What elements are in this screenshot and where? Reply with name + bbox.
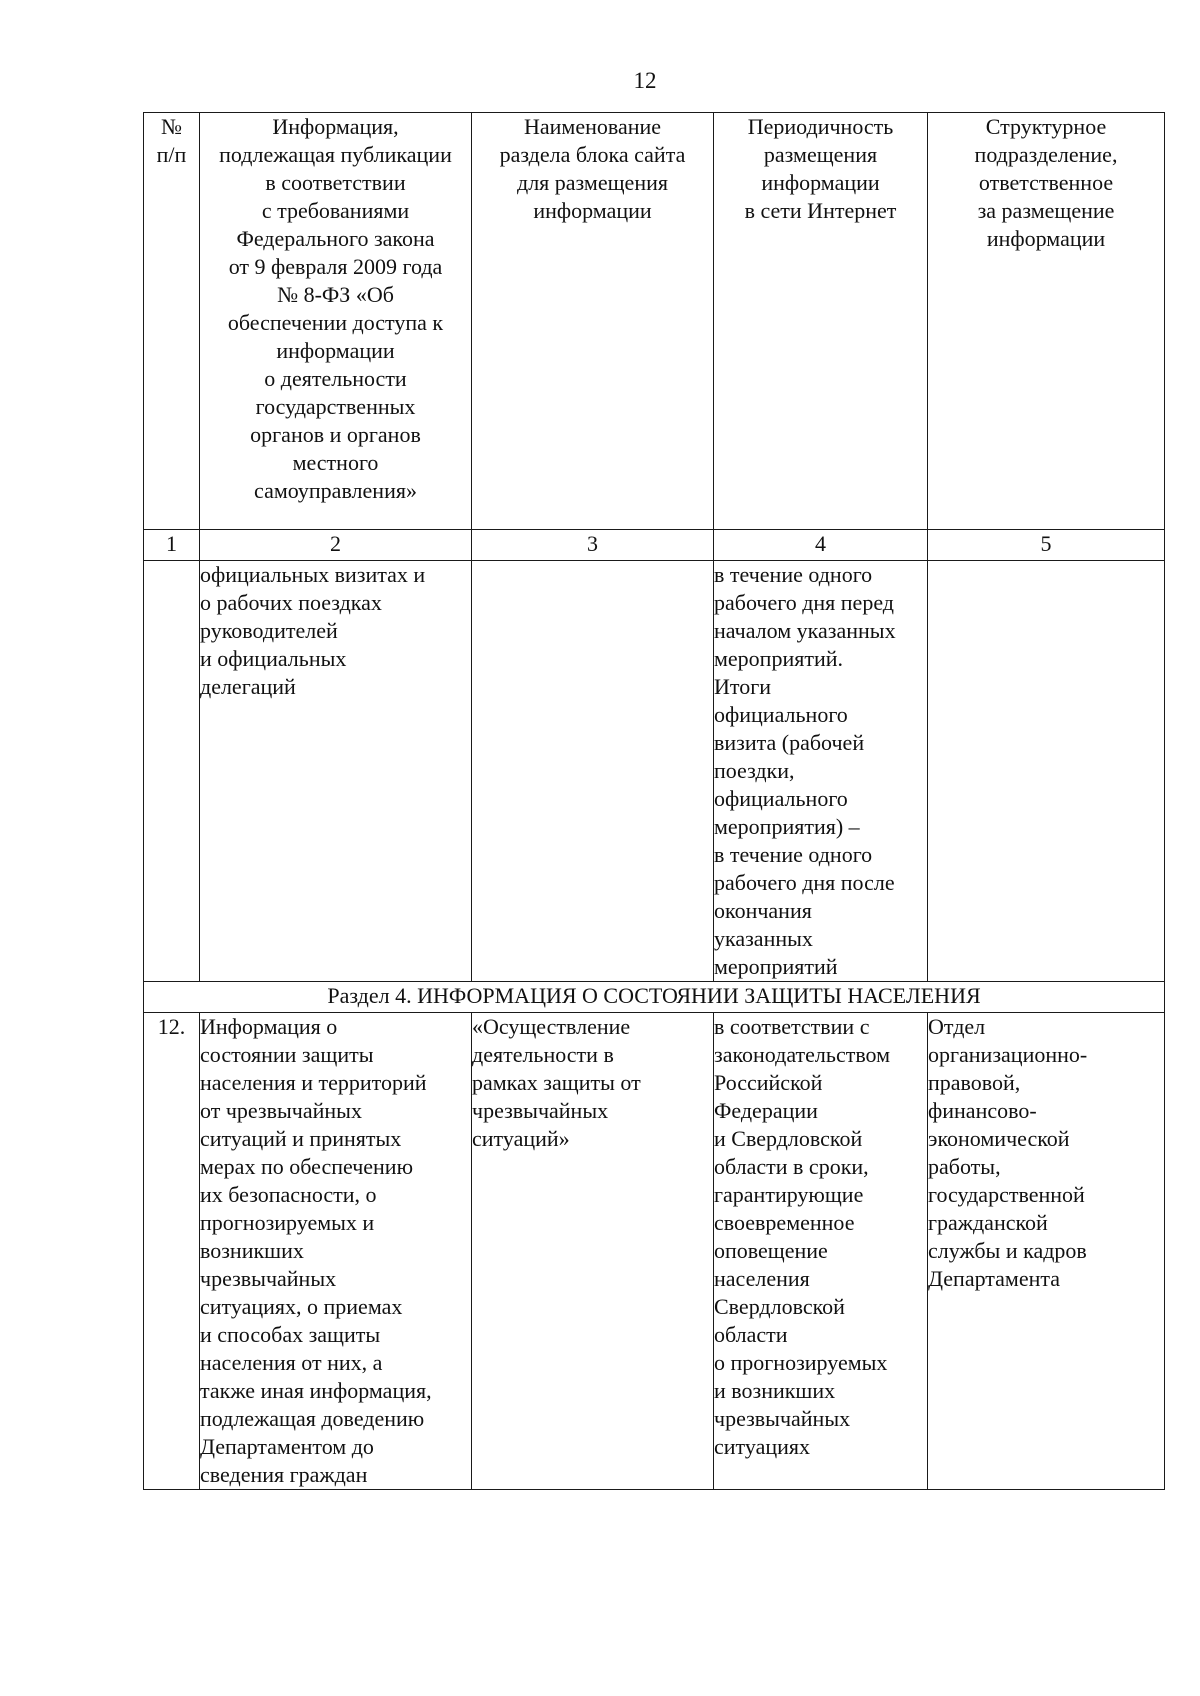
cell-text-line: началом указанных: [714, 618, 896, 643]
header-col-number: [144, 113, 200, 530]
cell-text-line: ситуациях: [714, 1434, 811, 1459]
cell-text-line: и Свердловской: [714, 1126, 863, 1151]
cell-text-line: руководителей: [200, 618, 338, 643]
cell-text-line: населения и территорий: [200, 1070, 427, 1095]
cell-text-line: и официальных: [200, 646, 347, 671]
cell-text-line: ситуаций»: [472, 1126, 570, 1151]
page-number: 12: [633, 68, 657, 93]
column-number: 5: [928, 530, 1165, 561]
cell-site-section: [472, 561, 714, 982]
cell-text-line: рамках защиты от: [472, 1070, 641, 1095]
cell-text-line: мерах по обеспечению: [200, 1154, 414, 1179]
cell-text-line: местного: [292, 450, 379, 475]
cell-text-line: делегаций: [200, 674, 296, 699]
column-number: 1: [144, 530, 200, 561]
cell-number: [144, 561, 200, 982]
cell-text-line: о рабочих поездках: [200, 590, 382, 615]
cell-text-line: органов и органов: [250, 422, 421, 447]
cell-text-line: оповещение: [714, 1238, 828, 1263]
cell-text-line: официальных визитах и: [200, 562, 426, 587]
cell-text-line: службы и кадров: [928, 1238, 1087, 1263]
cell-text-line: чрезвычайных: [472, 1098, 609, 1123]
cell-text-line: указанных: [714, 926, 813, 951]
cell-text-line: от 9 февраля 2009 года: [228, 254, 443, 279]
header-col-responsible-unit: [928, 113, 1165, 530]
cell-text-line: Информация,: [272, 114, 399, 139]
column-numbers-row: [144, 530, 1165, 561]
cell-text-line: правовой,: [928, 1070, 1021, 1095]
cell-text-line: с требованиями: [261, 198, 410, 223]
cell-text-line: государственной: [928, 1182, 1085, 1207]
cell-information: [200, 561, 472, 982]
cell-responsible-unit: [928, 561, 1165, 982]
header-col-information: [200, 113, 472, 530]
section-title: Раздел 4. ИНФОРМАЦИЯ О СОСТОЯНИИ ЗАЩИТЫ НАСЕЛЕНИЯ: [144, 982, 1165, 1013]
cell-text-line: №: [161, 114, 182, 139]
cell-text-line: обеспечении доступа к: [227, 310, 444, 335]
cell-text-line: работы,: [928, 1154, 1001, 1179]
cell-text-line: Федерации: [714, 1098, 818, 1123]
cell-text-line: подлежащая доведению: [200, 1406, 425, 1431]
cell-text-line: мероприятий.: [714, 646, 844, 671]
cell-text-line: подлежащая публикации: [219, 142, 452, 167]
column-number: 3: [472, 530, 714, 561]
cell-text-line: государственных: [255, 394, 416, 419]
cell-text-line: организационно-: [928, 1042, 1088, 1067]
cell-text-line: гражданской: [928, 1210, 1048, 1235]
cell-text-line: окончания: [714, 898, 812, 923]
column-number: 2: [200, 530, 472, 561]
cell-text-line: № 8-ФЗ «Об: [277, 282, 394, 307]
cell-text-line: чрезвычайных: [714, 1406, 851, 1431]
cell-text-line: прогнозируемых и: [200, 1210, 375, 1235]
cell-text-line: Департамента: [928, 1266, 1061, 1291]
table-row: [144, 1013, 1165, 1490]
cell-text-line: Итоги: [714, 674, 772, 699]
cell-text-line: чрезвычайных: [200, 1266, 337, 1291]
cell-text-line: сведения граждан: [200, 1462, 368, 1487]
cell-responsible-unit: [928, 1013, 1165, 1490]
cell-text-line: в соответствии с: [714, 1014, 870, 1039]
cell-text-line: и способах защиты: [200, 1322, 381, 1347]
cell-text-line: населения от них, а: [200, 1350, 383, 1375]
cell-text-line: для размещения: [517, 170, 668, 195]
cell-text-line: Федерального закона: [236, 226, 435, 251]
cell-text-line: в течение одного: [714, 562, 873, 587]
cell-text-line: Отдел: [928, 1014, 986, 1039]
cell-text-line: мероприятия) –: [714, 814, 860, 839]
cell-text-line: экономической: [928, 1126, 1070, 1151]
cell-text-line: мероприятий: [714, 954, 838, 979]
table-row-continuation: [144, 561, 1165, 982]
cell-text-line: информации: [986, 226, 1106, 251]
cell-text-line: в соответствии: [265, 170, 406, 195]
cell-site-section: [472, 1013, 714, 1490]
cell-text-line: визита (рабочей: [714, 730, 865, 755]
cell-text-line: в сети Интернет: [744, 198, 897, 223]
cell-text-line: и возникших: [714, 1378, 836, 1403]
cell-text-line: п/п: [156, 142, 187, 167]
cell-text-line: информации: [533, 198, 652, 223]
cell-text-line: ситуаций и принятых: [200, 1126, 402, 1151]
cell-text-line: Наименование: [523, 114, 662, 139]
cell-periodicity: [714, 561, 928, 982]
cell-text-line: гарантирующие: [714, 1182, 864, 1207]
cell-text-line: «Осуществление: [472, 1014, 631, 1039]
cell-text-line: рабочего дня после: [714, 870, 895, 895]
cell-text-line: самоуправления»: [254, 478, 417, 503]
cell-text-line: за размещение: [977, 198, 1115, 223]
cell-text-line: подразделение,: [974, 142, 1118, 167]
cell-text-line: о прогнозируемых: [714, 1350, 888, 1375]
cell-text-line: информации: [276, 338, 395, 363]
cell-text-line: населения: [714, 1266, 810, 1291]
cell-text-line: деятельности в: [472, 1042, 614, 1067]
cell-text-line: раздела блока сайта: [499, 142, 686, 167]
cell-text-line: также иная информация,: [200, 1378, 432, 1403]
cell-text-line: состоянии защиты: [200, 1042, 374, 1067]
cell-text-line: Информация о: [200, 1014, 338, 1039]
table-header-row: [144, 113, 1165, 530]
column-number: 4: [714, 530, 928, 561]
cell-text-line: их безопасности, о: [200, 1182, 377, 1207]
cell-text-line: Департаментом до: [200, 1434, 374, 1459]
cell-text-line: рабочего дня перед: [714, 590, 894, 615]
cell-text-line: финансово-: [928, 1098, 1037, 1123]
cell-text-line: о деятельности: [264, 366, 407, 391]
header-col-site-section: [472, 113, 714, 530]
section-heading-row: [144, 982, 1165, 1013]
cell-text-line: Структурное: [985, 114, 1107, 139]
cell-text-line: ситуациях, о приемах: [200, 1294, 403, 1319]
cell-text-line: официального: [714, 702, 848, 727]
cell-text-line: своевременное: [714, 1210, 855, 1235]
cell-text-line: ответственное: [978, 170, 1114, 195]
cell-text-line: информации: [761, 170, 880, 195]
cell-text-line: области в сроки,: [714, 1154, 869, 1179]
cell-text-line: размещения: [763, 142, 878, 167]
cell-text-line: Свердловской: [714, 1294, 845, 1319]
cell-text-line: в течение одного: [714, 842, 873, 867]
cell-text-line: 12.: [157, 1014, 186, 1039]
cell-text-line: поездки,: [714, 758, 795, 783]
cell-text-line: законодательством: [714, 1042, 891, 1067]
cell-text-line: официального: [714, 786, 848, 811]
cell-information: [200, 1013, 472, 1490]
cell-text-line: Периодичность: [747, 114, 894, 139]
header-col-periodicity: [714, 113, 928, 530]
cell-periodicity: [714, 1013, 928, 1490]
cell-text-line: возникших: [200, 1238, 304, 1263]
publication-table: [143, 112, 1165, 1490]
cell-number: [144, 1013, 200, 1490]
cell-text-line: Российской: [714, 1070, 823, 1095]
cell-text-line: области: [714, 1322, 788, 1347]
cell-text-line: от чрезвычайных: [200, 1098, 362, 1123]
